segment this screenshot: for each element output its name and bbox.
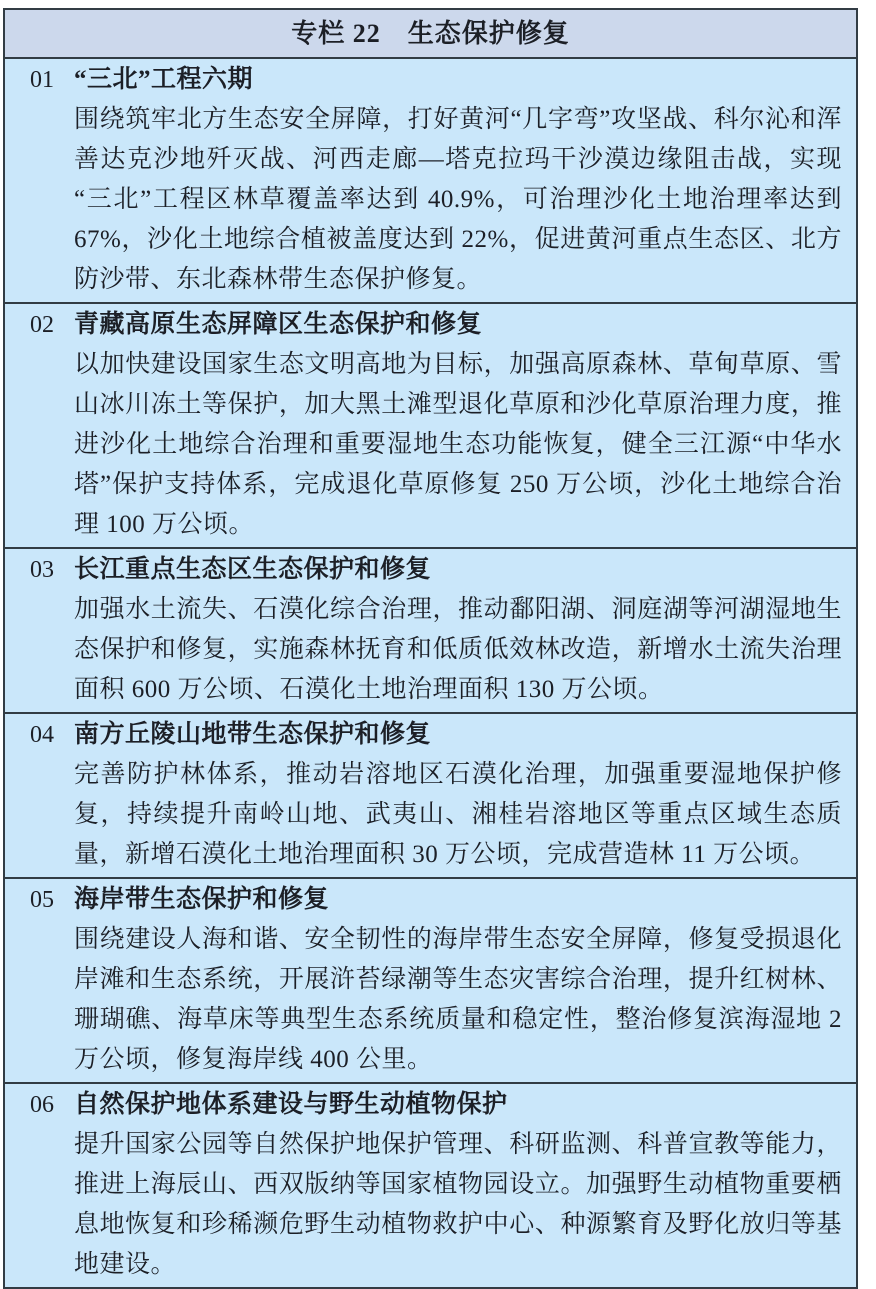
section-05 — [5, 877, 856, 1082]
section-body: 围绕建设人海和谐、安全韧性的海岸带生态安全屏障，修复受损退化岸滩和生态系统，开展浒苔绿潮等生态灾害综合治理，提升红树林、珊瑚礁、海草床等典型生态系统质量和稳定性，整治修复滨海湿地 2 万公顷，修复海岸线 400 公里。 — [74, 926, 842, 1073]
section-number: 01 — [30, 67, 54, 93]
column-22-panel — [3, 8, 858, 1289]
section-01 — [5, 59, 856, 302]
section-title: 自然保护地体系建设与野生动植物保护 — [74, 1091, 508, 1118]
section-body: 提升国家公园等自然保护地保护管理、科研监测、科普宣教等能力，推进上海辰山、西双版纳等国家植物园设立。加强野生动植物重要栖息地恢复和珍稀濒危野生动植物救护中心、种源繁育及野化放归等基地建设。 — [74, 1131, 842, 1278]
section-03-title-row — [5, 550, 856, 590]
section-number: 06 — [30, 1092, 54, 1118]
section-number: 02 — [30, 312, 54, 338]
section-title: 长江重点生态区生态保护和修复 — [74, 556, 432, 583]
section-01-title-row — [5, 60, 856, 100]
section-title: 海岸带生态保护和修复 — [74, 886, 330, 913]
section-title: 南方丘陵山地带生态保护和修复 — [74, 721, 432, 748]
section-06 — [5, 1082, 856, 1287]
section-body: 以加快建设国家生态文明高地为目标，加强高原森林、草甸草原、雪山冰川冻土等保护，加大黑土滩型退化草原和沙化草原治理力度，推进沙化土地综合治理和重要湿地生态功能恢复，健全三江源“中华水塔”保护支持体系，完成退化草原修复 250 万公顷，沙化土地综合治理 100 万公顷。 — [74, 351, 842, 538]
section-body: 完善防护林体系，推动岩溶地区石漠化治理，加强重要湿地保护修复，持续提升南岭山地、武夷山、湘桂岩溶地区等重点区域生态质量，新增石漠化土地治理面积 30 万公顷，完成营造林 11 万公顷。 — [74, 761, 842, 868]
section-02 — [5, 302, 856, 547]
section-title: 青藏高原生态屏障区生态保护和修复 — [74, 311, 483, 338]
section-title: “三北”工程六期 — [74, 66, 254, 93]
section-number: 05 — [30, 887, 54, 913]
section-body: 加强水土流失、石漠化综合治理，推动鄱阳湖、洞庭湖等河湖湿地生态保护和修复，实施森林抚育和低质低效林改造，新增水土流失治理面积 600 万公顷、石漠化土地治理面积 130 万公顷。 — [74, 596, 842, 703]
section-number: 04 — [30, 722, 54, 748]
section-number: 03 — [30, 557, 54, 583]
section-03 — [5, 547, 856, 712]
section-06-title-row — [5, 1085, 856, 1125]
section-body: 围绕筑牢北方生态安全屏障，打好黄河“几字弯”攻坚战、科尔沁和浑善达克沙地歼灭战、河西走廊—塔克拉玛干沙漠边缘阻击战，实现“三北”工程区林草覆盖率达到 40.9%，可治理沙化土地治理率达到 67%，沙化土地综合植被盖度达到 22%，促进黄河重点生态区、北方防沙带、东北森林带生态保护修复。 — [74, 106, 842, 293]
section-05-title-row — [5, 880, 856, 920]
panel-title: 专栏 22 生态保护修复 — [5, 10, 856, 59]
section-04 — [5, 712, 856, 877]
section-02-title-row — [5, 305, 856, 345]
section-04-title-row — [5, 715, 856, 755]
